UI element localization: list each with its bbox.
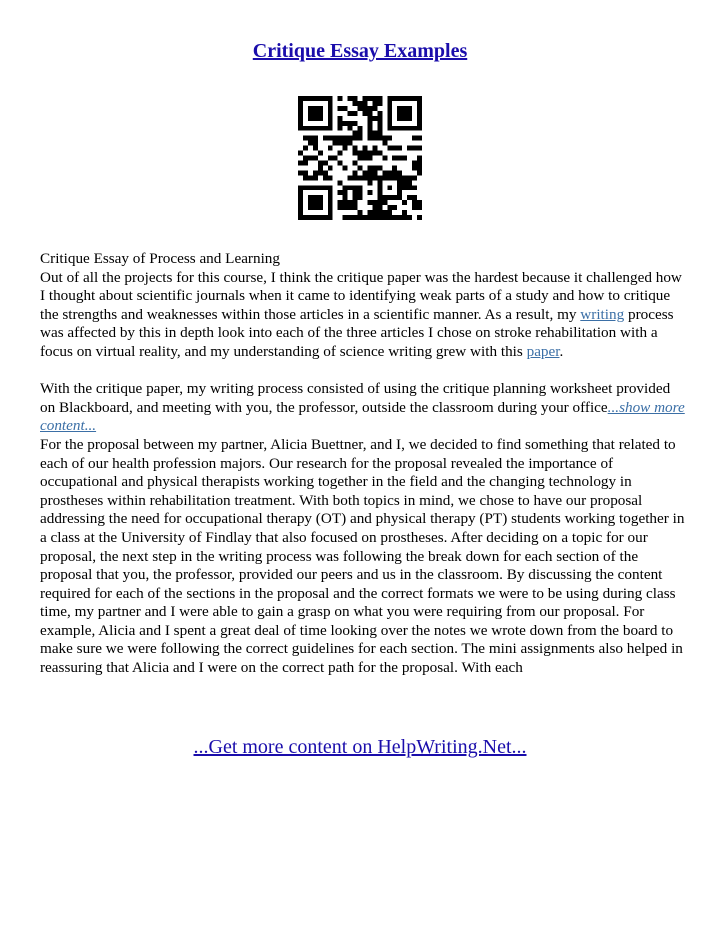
get-more-content-link[interactable]: ...Get more content on HelpWriting.Net...: [193, 736, 527, 758]
paragraph-1-text-b: process was affected by this in depth look into each of the three articles I chose on stroke rehabilitation with a focus on virtual reality, and my understanding of science writing grew with this: [40, 305, 674, 360]
paragraph-1: [40, 269, 685, 362]
paragraph-2: [40, 380, 685, 436]
document-title[interactable]: Critique Essay Examples: [252, 40, 468, 62]
qr-code-icon: [298, 96, 422, 220]
paragraph-3: For the proposal between my partner, Alicia Buettner, and I, we decided to find something that related to each of our health profession majors. Our research for the proposal revealed the importance of occupational and physical therapists working together in the field and the changing technology in prostheses within rehabilitation treatment. With both topics in mind, we chose to have our proposal addressing the need for occupational therapy (OT) and physical therapy (PT) students working together in a class at the University of Findlay that also focused on prostheses. After deciding on a topic for our proposal, the next step in the writing process was following the break down for each section of the proposal that you, the professor, provided our peers and us in the classroom. By discussing the content required for each of the sections in the proposal and the correct formats we were to be using during class time, my partner and I were able to gain a grasp on what you were requiring from our proposal. For example, Alicia and I spent a great deal of time looking over the notes we wrote down from the board to make sure we were following the correct guidelines for each section. The mini assignments also helped in reassuring that Alicia and I were on the correct path for the proposal. With each: [40, 435, 685, 677]
show-more-link[interactable]: ...show more content...: [40, 398, 685, 435]
paper-link[interactable]: paper: [526, 342, 560, 360]
paragraph-1-text-a: Out of all the projects for this course, I think the critique paper was the hardest because it challenged how I thought about scientific journals when it came to identifying weak parts of a study and how to critique the strengths and weaknesses within those articles in a scientific manner. As a result, my: [40, 268, 682, 323]
essay-heading: Critique Essay of Process and Learning: [40, 250, 280, 267]
paragraph-gap: [40, 362, 685, 381]
writing-link[interactable]: writing: [580, 305, 625, 323]
paragraph-2-text: With the critique paper, my writing process consisted of using the critique planning worksheet provided on Blackboard, and meeting with you, the professor, outside the classroom during your office: [40, 380, 671, 416]
essay-body: [40, 250, 685, 678]
paragraph-1-text-c: .: [559, 342, 564, 360]
